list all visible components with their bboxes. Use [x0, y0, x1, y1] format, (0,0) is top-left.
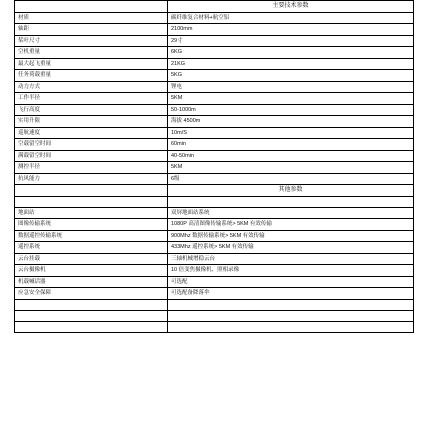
param-label: 材质	[15, 12, 168, 24]
spec-table	[14, 0, 414, 333]
table-row	[15, 58, 414, 70]
table-row	[15, 276, 414, 288]
table-row	[15, 253, 414, 265]
param-value: 碳纤维复合材料+航空铝	[168, 12, 414, 24]
param-value: 21KG	[168, 58, 414, 70]
param-label: 遥控系统	[15, 242, 168, 254]
section-row	[15, 185, 414, 197]
table-row	[15, 116, 414, 128]
table-row	[15, 35, 414, 47]
table-row	[15, 24, 414, 36]
param-label: 地面站	[15, 207, 168, 219]
param-label: 测控半径	[15, 162, 168, 174]
param-label: 应急安全保障	[15, 288, 168, 300]
param-value: 可选配备降落伞	[168, 288, 414, 300]
spacer-row	[15, 196, 414, 207]
param-value: 10 倍变焦摄像机、照相录像	[168, 265, 414, 277]
table-row	[15, 242, 414, 254]
table-row	[15, 150, 414, 162]
param-value: 50-1000m	[168, 104, 414, 116]
table-row	[15, 162, 414, 174]
param-label: 满载留空时间	[15, 150, 168, 162]
table-title: 主要技术参数	[168, 1, 414, 13]
table-row	[15, 93, 414, 105]
param-value: 5KM	[168, 93, 414, 105]
table-row	[15, 173, 414, 185]
param-value: 433Mhz 遥控系统> 5KM 有效传输	[168, 242, 414, 254]
param-label: 最大起飞重量	[15, 58, 168, 70]
param-value: 双屏地面站系统	[168, 207, 414, 219]
param-label: 巡航速度	[15, 127, 168, 139]
table-row	[15, 139, 414, 151]
param-label: 飞行高度	[15, 104, 168, 116]
param-value: 2100mm	[168, 24, 414, 36]
param-label: 图像传输系统	[15, 219, 168, 231]
param-label: 轴距	[15, 24, 168, 36]
param-label: 空载留空时间	[15, 139, 168, 151]
empty-row	[15, 321, 414, 332]
param-value: 5KM	[168, 162, 414, 174]
section-title: 其他参数	[168, 185, 414, 197]
param-label: 数据遥控传输系统	[15, 230, 168, 242]
param-value: 6KG	[168, 47, 414, 59]
param-value: 900Mhz 数据传输系统> 5KM 有效传输	[168, 230, 414, 242]
param-value: 1080P 高清图像传输系统> 5KM 有效传输	[168, 219, 414, 231]
table-row	[15, 47, 414, 59]
table-row	[15, 207, 414, 219]
param-value: 29寸	[168, 35, 414, 47]
param-label: 动力方式	[15, 81, 168, 93]
table-row	[15, 265, 414, 277]
table-row	[15, 219, 414, 231]
empty-row	[15, 299, 414, 310]
param-value: 6级	[168, 173, 414, 185]
table-row	[15, 104, 414, 116]
spec-sheet	[14, 0, 413, 333]
param-value: 60min	[168, 139, 414, 151]
param-value: 40-50min	[168, 150, 414, 162]
table-row	[15, 127, 414, 139]
param-label: 机载喊话器	[15, 276, 168, 288]
param-value: 可选配	[168, 276, 414, 288]
table-row	[15, 12, 414, 24]
param-label: 实用升限	[15, 116, 168, 128]
param-label: 任务荷载重量	[15, 70, 168, 82]
param-label: 桨叶尺寸	[15, 35, 168, 47]
table-row	[15, 288, 414, 300]
param-label: 云台摄像机	[15, 265, 168, 277]
param-value: 10m/S	[168, 127, 414, 139]
table-row	[15, 81, 414, 93]
table-row	[15, 230, 414, 242]
param-label: 工作半径	[15, 93, 168, 105]
empty-row	[15, 310, 414, 321]
param-label: 云台挂载	[15, 253, 168, 265]
param-label: 抗风能力	[15, 173, 168, 185]
param-value: 三轴机械增稳云台	[168, 253, 414, 265]
title-row	[15, 1, 414, 13]
param-value: 锂电	[168, 81, 414, 93]
param-label: 空机重量	[15, 47, 168, 59]
param-value: 海拔 4500m	[168, 116, 414, 128]
table-row	[15, 70, 414, 82]
param-value: 5KG	[168, 70, 414, 82]
